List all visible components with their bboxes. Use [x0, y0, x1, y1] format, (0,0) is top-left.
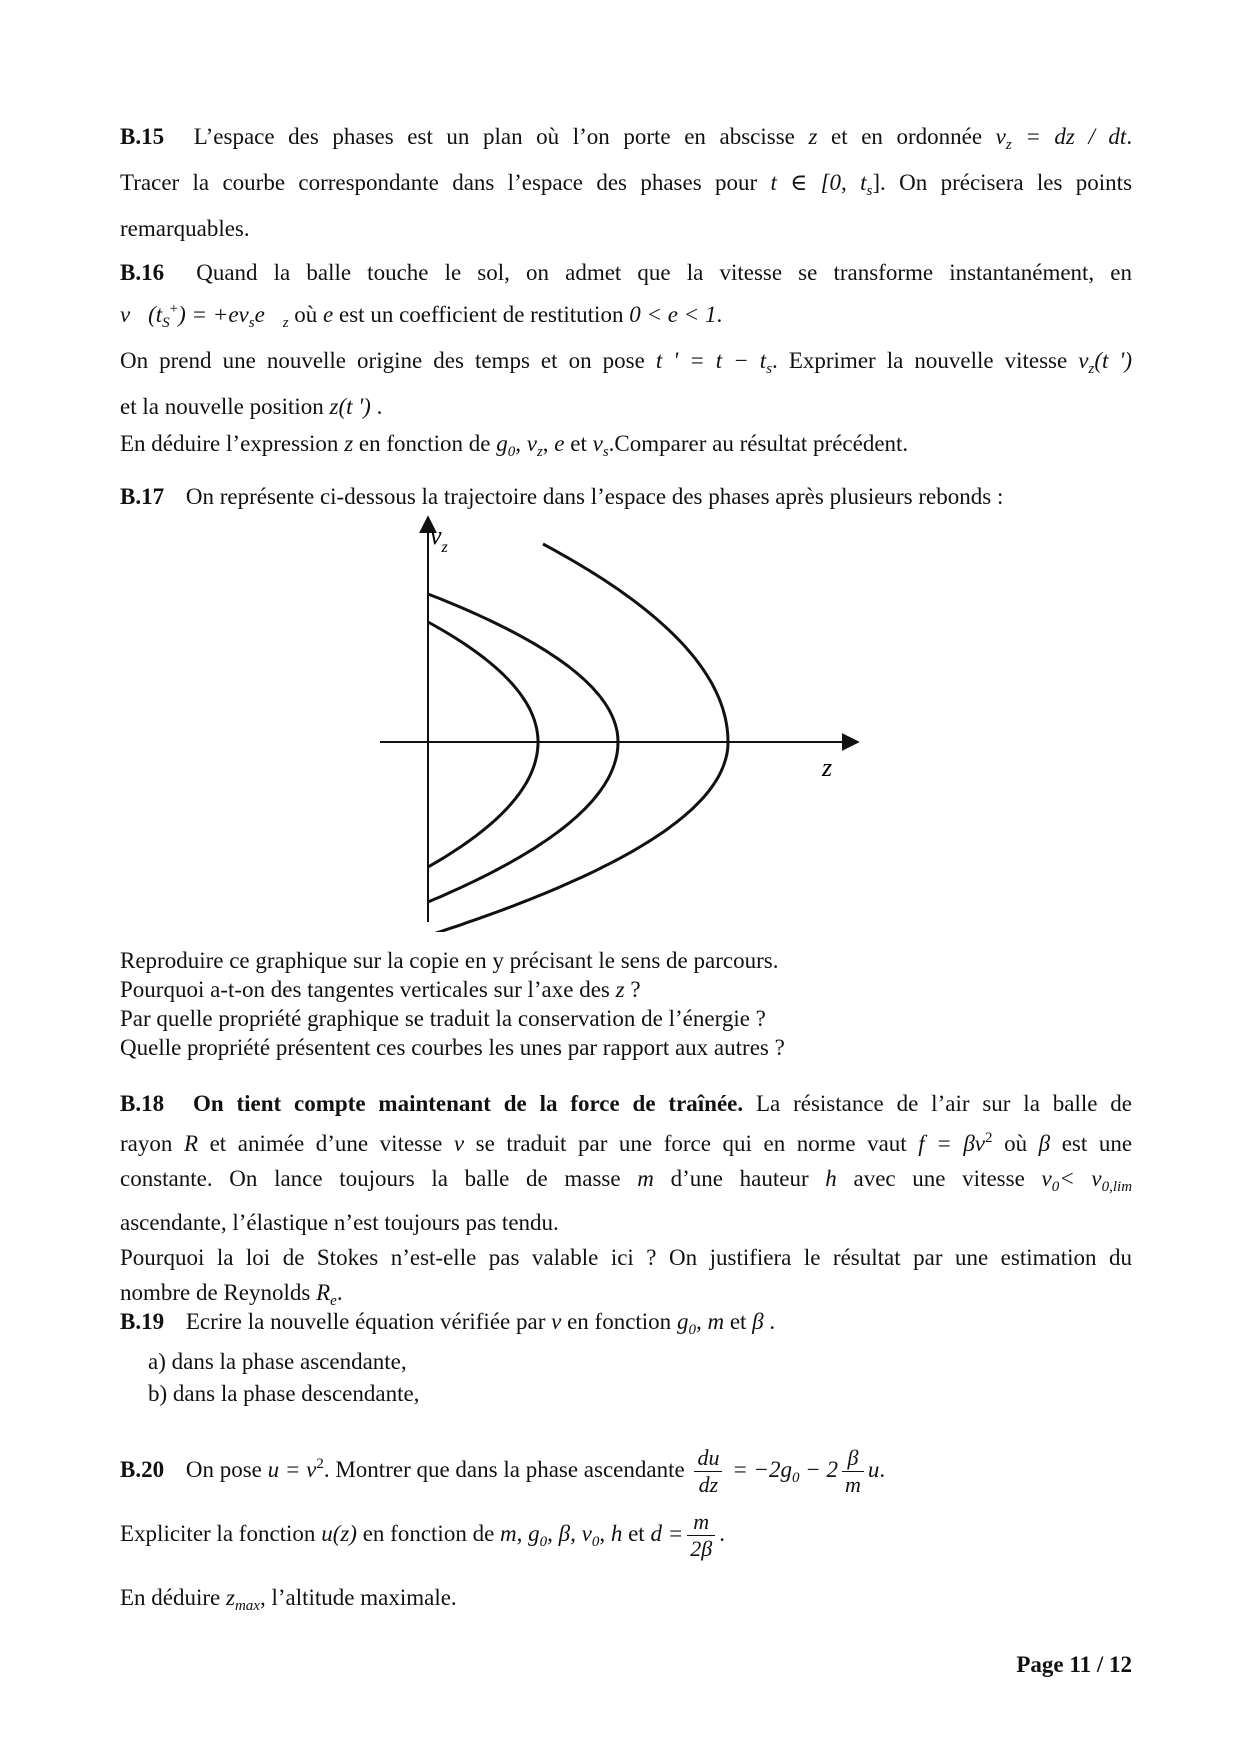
b17-questions	[120, 946, 1132, 1062]
b15-line-1: B.15 L’espace des phases est un plan où l’on porte en abscisse z et en ordonnée $v_z$ = dz / dt.	[120, 124, 1133, 153]
b17-q4: Quelle propriété présentent ces courbes les unes par rapport aux autres ?	[120, 1035, 785, 1060]
b20-line-1: B.20 On pose $u = v^2$. Montrer que dans la phase ascendante $\frac{du}{dz}$ = $-2g_0 - 2$ $\frac{\beta}{m}$ u.	[120, 1445, 886, 1498]
question-number: B.15	[120, 124, 165, 149]
question-b18	[120, 1086, 1132, 1319]
question-number: B.17	[120, 484, 165, 509]
b16-line-4: et la nouvelle position z(t ') .	[120, 394, 383, 419]
question-number: B.18	[120, 1091, 165, 1116]
b19-item-b: b) dans la phase descendante,	[148, 1381, 420, 1406]
b16-line-5: En déduire l’expression z en fonction de $g_0$, $v_z$, e et $v_s.Comparer$ au résultat précédent.	[120, 431, 909, 460]
b20-line-3: En déduire $z_{max}$, l’altitude maximale.	[120, 1585, 457, 1614]
question-b15	[120, 118, 1132, 247]
b20-line-2: Expliciter la fonction u(z) en fonction de m, $g_0$, β, $v_0$, h et d = $\frac{m}{2\beta}$ .	[120, 1509, 725, 1562]
y-axis-label: $v_z$	[430, 521, 448, 556]
fraction-du-dz: $\frac{du}{dz}$	[694, 1445, 722, 1498]
question-b16	[120, 254, 1132, 471]
b16-line-1: B.16 Quand la balle touche le sol, on admet que la vitesse se transforme instantanément, en	[120, 260, 1133, 285]
question-number: B.19	[120, 1309, 165, 1334]
x-axis-label: z	[822, 753, 833, 782]
b15-line-2: Tracer la courbe correspondante dans l’espace des phases pour t ∈ [0, $t_s$]. On précisera les points	[120, 170, 1133, 199]
fraction-m-2beta: $\frac{m}{2\beta}$	[687, 1509, 715, 1562]
question-b20	[120, 1436, 1132, 1634]
phase-curve-outer	[430, 544, 728, 932]
question-b19	[120, 1306, 1132, 1410]
page-number: Page 11 / 12	[1016, 1652, 1132, 1677]
phase-curve-inner	[428, 622, 538, 867]
question-number: B.16	[120, 260, 165, 285]
b18-line-2: rayon R et animée d’une vitesse v se traduit par une force qui en norme vaut $f = \beta v^2$ où β est une	[120, 1130, 1133, 1156]
question-b17	[120, 478, 1132, 515]
b18-line-3: constante. On lance toujours la balle de masse m d’une hauteur h avec une vitesse $v_0< v_{0,lim}$	[120, 1166, 1133, 1195]
phase-space-figure	[380, 512, 880, 932]
b16-line-2: $v⃗(t_S^+)$ = $+ev_se⃗_z$ où e est un coefficient de restitution 0 < e < 1.	[120, 301, 723, 331]
b18-line-5: Pourquoi la loi de Stokes n’est-elle pas valable ici ? On justifiera le résultat par une estimation du	[120, 1245, 1132, 1270]
b18-line-4: ascendante, l’élastique n’est toujours pas tendu.	[120, 1210, 559, 1235]
b16-line-3: On prend une nouvelle origine des temps et on pose t ' = $t - t_s$. Exprimer la nouvelle vitesse $v_z(t$ ')	[120, 348, 1132, 377]
b17-q2: Pourquoi a-t-on des tangentes verticales sur l’axe des z ?	[120, 977, 641, 1002]
b19-item-a: a) dans la phase ascendante,	[148, 1349, 407, 1374]
question-number: B.20	[120, 1457, 165, 1482]
b17-q3: Par quelle propriété graphique se traduit la conservation de l’énergie ?	[120, 1006, 766, 1031]
fraction-beta-m: $\frac{\beta}{m}$	[842, 1445, 864, 1498]
b17-line-1: B.17 On représente ci-dessous la trajectoire dans l’espace des phases après plusieurs rebonds :	[120, 484, 1004, 509]
b15-line-3: remarquables.	[120, 216, 250, 241]
b19-line-1: B.19 Ecrire la nouvelle équation vérifiée par v en fonction $g_0$, m et β .	[120, 1309, 776, 1338]
b18-line-1: B.18 On tient compte maintenant de la force de traînée. La résistance de l’air sur la balle de	[120, 1091, 1133, 1116]
b17-q1: Reproduire ce graphique sur la copie en y précisant le sens de parcours.	[120, 948, 779, 973]
b18-line-6: nombre de Reynolds $R_e$.	[120, 1280, 343, 1309]
